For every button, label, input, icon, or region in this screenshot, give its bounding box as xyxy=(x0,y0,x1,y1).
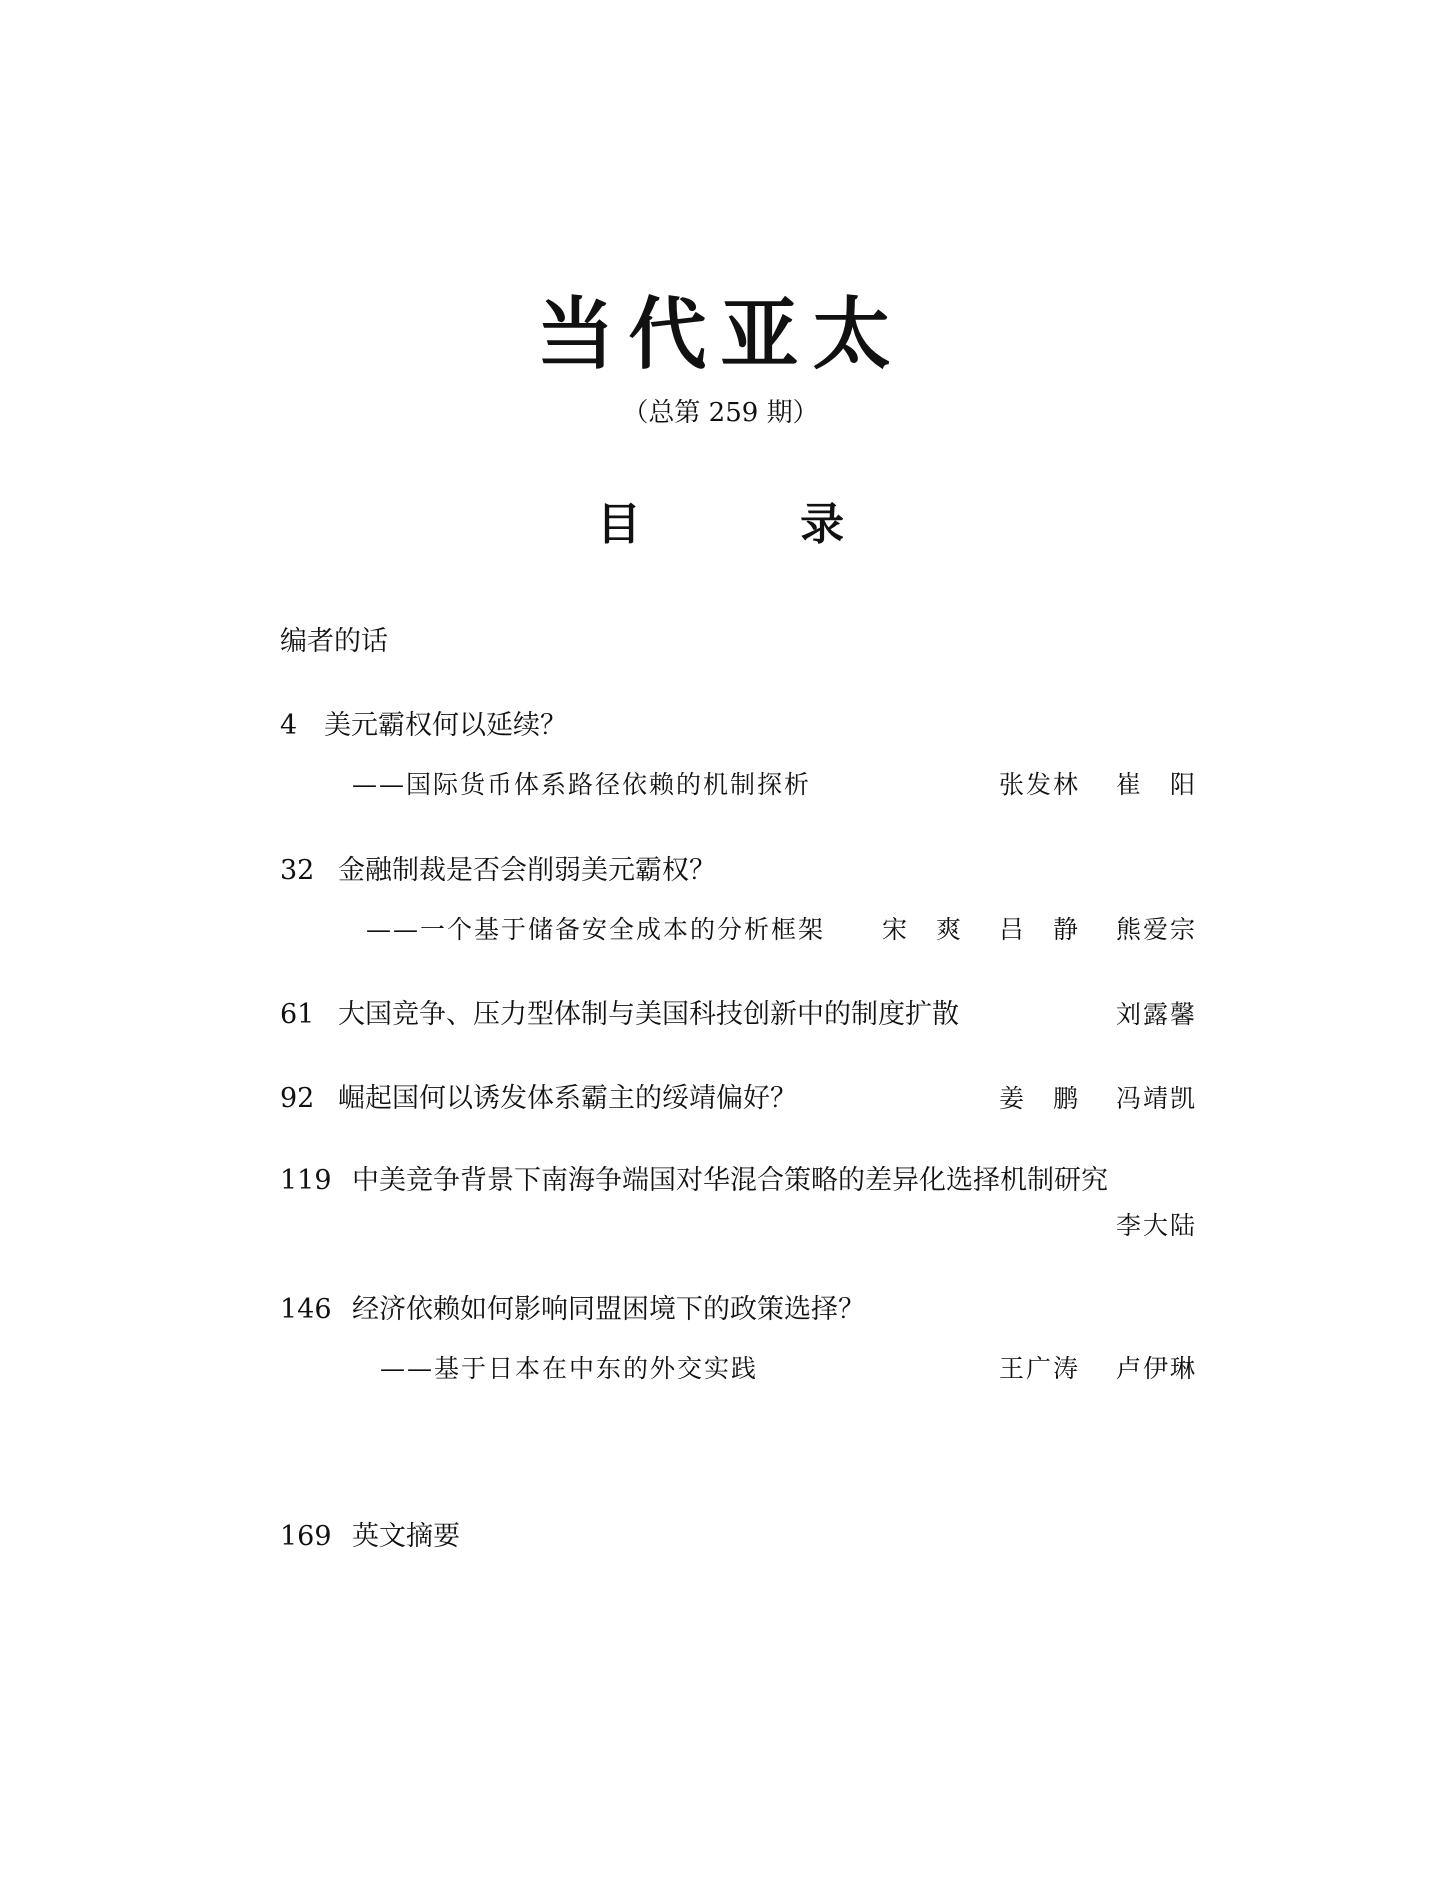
toc-entry-abstract[interactable] xyxy=(280,1523,460,1550)
author: 崔 阳 xyxy=(1115,770,1197,799)
article-title: 中美竞争背景下南海争端国对华混合策略的差异化选择机制研究 xyxy=(352,1165,1108,1196)
toc-entry[interactable] xyxy=(280,1001,959,1028)
toc-entry[interactable] xyxy=(280,1085,797,1112)
author: 刘露馨 xyxy=(1115,1000,1197,1029)
author: 李大陆 xyxy=(1115,1211,1197,1240)
article-title: 金融制裁是否会削弱美元霸权？ xyxy=(338,855,716,886)
article-title: 崛起国何以诱发体系霸主的绥靖偏好？ xyxy=(338,1083,797,1114)
article-authors xyxy=(1116,1002,1197,1027)
article-title: 英文摘要 xyxy=(352,1521,460,1552)
page-number: 119 xyxy=(280,1165,332,1196)
page-number: 146 xyxy=(280,1294,332,1325)
page-number: 169 xyxy=(280,1521,332,1552)
page-number: 61 xyxy=(280,999,315,1030)
author: 姜 鹏 xyxy=(998,1084,1080,1113)
toc-entry[interactable] xyxy=(280,1296,865,1323)
toc-heading: 目 录 xyxy=(596,499,917,550)
toc-entry[interactable] xyxy=(280,1167,1108,1194)
toc-entry[interactable] xyxy=(280,857,716,884)
page-number: 32 xyxy=(280,855,315,886)
article-authors xyxy=(882,917,1197,942)
article-authors xyxy=(999,772,1197,797)
toc-entry[interactable] xyxy=(280,712,567,739)
author: 冯靖凯 xyxy=(1115,1084,1197,1113)
author: 张发林 xyxy=(998,770,1080,799)
article-subtitle: ——一个基于储备安全成本的分析框架 xyxy=(366,915,826,944)
article-subtitle: ——国际货币体系路径依赖的机制探析 xyxy=(352,770,812,799)
article-authors xyxy=(999,1356,1197,1381)
article-authors xyxy=(999,1086,1197,1111)
issue-number: （总第 259 期） xyxy=(622,398,819,428)
author: 王广涛 xyxy=(998,1354,1080,1383)
article-subtitle: ——基于日本在中东的外交实践 xyxy=(380,1354,759,1383)
page-number: 92 xyxy=(280,1083,315,1114)
journal-title: 当代亚太 xyxy=(536,289,905,380)
author: 卢伊琳 xyxy=(1115,1354,1197,1383)
article-authors xyxy=(1116,1213,1197,1238)
article-title: 经济依赖如何影响同盟困境下的政策选择？ xyxy=(352,1294,865,1325)
article-title: 大国竞争、压力型体制与美国科技创新中的制度扩散 xyxy=(338,999,959,1030)
editor-note-link[interactable]: 编者的话 xyxy=(280,626,388,657)
author: 吕 静 xyxy=(998,915,1080,944)
author: 熊爱宗 xyxy=(1115,915,1197,944)
page-number: 4 xyxy=(280,710,298,741)
article-title: 美元霸权何以延续？ xyxy=(324,710,567,741)
author: 宋 爽 xyxy=(881,915,963,944)
